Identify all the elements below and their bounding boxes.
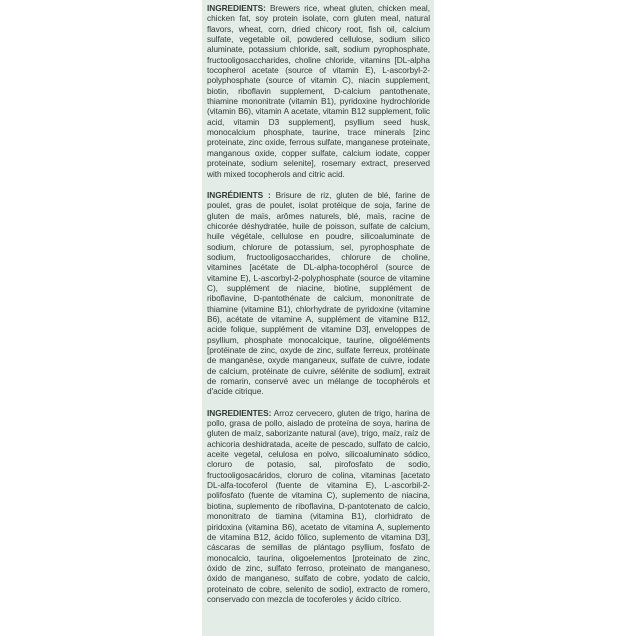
ingredients-english [207, 3, 430, 179]
ingredients-english-heading: INGREDIENTS: [207, 3, 266, 13]
ingredients-spanish-heading: INGREDIENTES: [207, 407, 272, 418]
ingredients-french [207, 190, 430, 397]
ingredients-label-panel [202, 0, 434, 636]
ingredients-french-text: Brisure de riz, gluten de blé, farine de poulet, gras de poulet, isolat protéique de soja, farine de gluten de maïs, arômes naturels, blé, maïs, racine de chicorée déshydratée, huile de poisson, sulfate de calcium, huile végétale, cellulose en poudre, silicoaluminate de sodium, chlorure de potassium, sel, pyrophosphate de sodium, fructooligosaccharides, chlorure de choline, vitamines [acétate de DL-alpha-tocophérol (source de vitamine E), L-ascorbyl-2-polyphosphate (source de vitamine C), supplément de niacine, biotine, supplément de riboflavine, D-pantothénate de calcium, mononitrate de thiamine (vitamine B1), chlorhydrate de pyridoxine (vitamine B6), acétate de vitamine A, supplément de vitamine B12, acide folique, supplément de vitamine D3], enveloppes de psyllium, phosphate monocalcique, taurine, oligoéléments [protéinate de zinc, oxyde de zinc, sulfate ferreux, protéinate de manganèse, oxyde manganeux, sulfate de cuivre, iodate de calcium, protéinate de cuivre, sélénite de sodium], extrait de romarin, conservé avec un mélange de tocophérols et d'acide citrique. [207, 189, 430, 397]
ingredients-french-heading: INGRÉDIENTS : [207, 189, 271, 200]
ingredients-spanish-text: Arroz cervecero, gluten de trigo, harina de pollo, grasa de pollo, aislado de proteína de soya, harina de gluten de maíz, saborizante natural (ave), trigo, maíz, raíz de achicoria deshidratada, aceite de pescado, sulfato de calcio, aceite vegetal, celulosa en polvo, silicoaluminato sódico, cloruro de potasio, sal, pirofosfato de sodio, fructooligosacáridos, cloruro de colina, vitaminas [acetato DL-alfa-tocoferol (fuente de vitamina E), L-ascorbil-2-polifosfato (fuente de vitamina C), suplemento de niacina, biotina, suplemento de riboflavina, D-pantotenato de calcio, mononitrato de tiamina (vitamina B1), clorhidrato de piridoxina (vitamina B6), acetato de vitamina A, suplemento de vitamina B12, ácido fólico, suplemento de vitamina D3], cáscaras de semillas de plántago psyllium, fosfato de monocalcio, taurina, oligoelementos [proteinato de zinc, óxido de zinc, sulfato ferroso, proteinato de manganeso, óxido de manganeso, sulfato de cobre, yodato de calcio, proteinato de cobre, selenito de sodio], extracto de romero, conservado con mezcla de tocoferoles y ácido cítrico. [207, 407, 430, 604]
ingredients-english-text: Brewers rice, wheat gluten, chicken meal, chicken fat, soy protein isolate, corn gluten meal, natural flavors, wheat, corn, dried chicory root, fish oil, calcium sulfate, vegetable oil, powdered cellulose, sodium silico aluminate, potassium chloride, salt, sodium pyrophosphate, fructooligosaccharides, choline chloride, vitamins [DL-alpha tocopherol acetate (source of vitamin E), L-ascorbyl-2-polyphosphate (source of vitamin C), niacin supplement, biotin, riboflavin supplement, D-calcium pantothenate, thiamine mononitrate (vitamin B1), pyridoxine hydrochloride (vitamin B6), vitamin A acetate, vitamin B12 supplement, folic acid, vitamin D3 supplement], psyllium seed husk, monocalcium phosphate, taurine, trace minerals [zinc proteinate, zinc oxide, ferrous sulfate, manganese proteinate, manganous oxide, copper sulfate, calcium iodate, copper proteinate, sodium selenite], rosemary extract, preserved with mixed tocopherols and citric acid. [207, 3, 430, 179]
ingredients-spanish [207, 408, 430, 605]
